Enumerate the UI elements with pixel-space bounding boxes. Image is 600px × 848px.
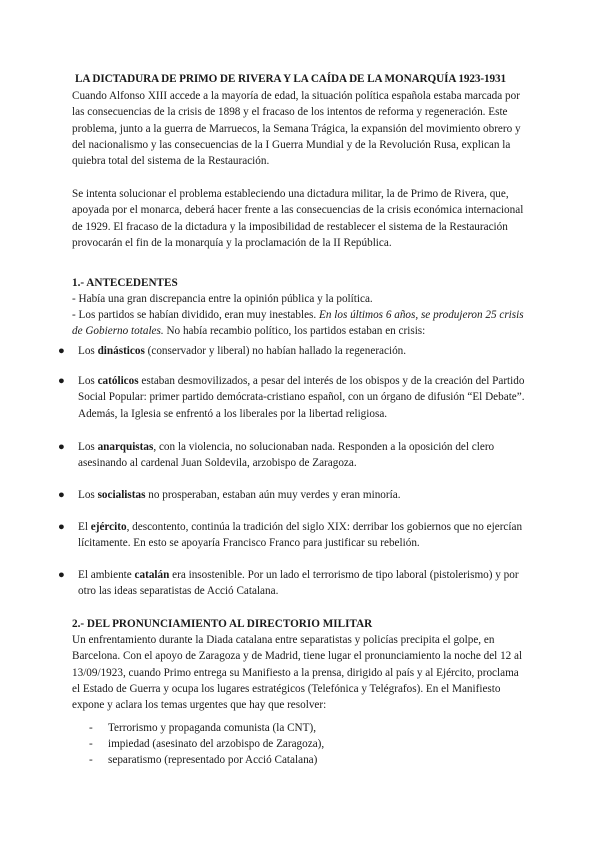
dash-marker: - — [89, 738, 93, 750]
bullet-post: , descontento, continúa la tradición del siglo XIX: derribar los gobiernos que no ejercían lícitamente. En esto se apoyaría Francisco Franco para justificar su rebelión. — [78, 521, 523, 550]
line-2-italic-text: En los últimos 6 años, se produjeron 25 crisis de Gobierno totales. — [72, 309, 524, 338]
bullet-keyword: dinásticos — [97, 345, 145, 357]
antecedentes-line-1: - Había una gran discrepancia entre la opinión pública y la política. — [72, 293, 373, 305]
document-title: LA DICTADURA DE PRIMO DE RIVERA Y LA CAÍDA DE LA MONARQUÍA 1923-1931 — [75, 73, 506, 85]
bullet-icon: ● — [58, 441, 65, 453]
antecedentes-line-2 — [72, 307, 528, 340]
intro-paragraph-1: Cuando Alfonso XIII accede a la mayoría de edad, la situación política española estaba marcada por las consecuencias de la crisis de 1898 y el fracaso de los intentos de reforma y regeneración. Este problema, junto a la guerra de Marruecos, la Semana Trágica, la expansión del movimiento obrero y del nacionalismo y las consecuencias de la I Guerra Mundial y de la Revolución Rusa, explican la quiebra total del sistema de la Restauración. — [72, 90, 521, 168]
dash-marker: - — [89, 722, 93, 734]
line-2-text-b: No había recambio político, los partidos estaban en crisis: — [163, 325, 426, 338]
bullet-pre: Los — [78, 375, 98, 387]
list-item-text: impiedad (asesinato del arzobispo de Zaragoza), — [108, 738, 325, 750]
bullet-pre: Los — [78, 441, 98, 453]
bullet-icon: ● — [58, 521, 65, 533]
intro-paragraph-2: Se intenta solucionar el problema estableciendo una dictadura militar, la de Primo de Rivera, que, apoyada por el monarca, deberá hacer frente a las consecuencias de la crisis económica internacional de 1929. El fracaso de la dictadura y la imposibilidad de restablecer el sistema de la Restauración provocarán el fin de la monarquía y la proclamación de la II República. — [72, 188, 524, 249]
bullet-keyword: católicos — [97, 375, 139, 387]
bullet-post: (conservador y liberal) no habían hallado la regeneración. — [144, 345, 407, 357]
bullet-keyword: socialistas — [97, 489, 146, 501]
section-1-heading: 1.- ANTECEDENTES — [72, 277, 178, 289]
bullet-keyword: anarquistas — [97, 441, 154, 453]
bullet-keyword: ejército — [90, 521, 127, 533]
section-2-heading: 2.- DEL PRONUNCIAMIENTO AL DIRECTORIO MILITAR — [72, 618, 373, 630]
bullet-icon: ● — [58, 569, 65, 581]
line-2-text-a: - Los partidos se habían dividido, eran muy inestables. — [72, 309, 320, 321]
bullet-icon: ● — [58, 345, 65, 357]
list-item-text: separatismo (representado por Acció Catalana) — [108, 754, 318, 766]
bullet-post: estaban desmovilizados, a pesar del interés de los obispos y de la creación del Partido Social Popular: primer partido demócrata-cristiano español, con un órgano de difusión “El Debate”. Además, la Iglesia se enfrentó a los liberales por la libertad religiosa. — [78, 375, 525, 420]
bullet-pre: Los — [78, 345, 98, 357]
list-item-text: Terrorismo y propaganda comunista (la CNT), — [108, 722, 316, 734]
bullet-pre: El — [78, 521, 91, 533]
bullet-pre: El ambiente — [78, 569, 135, 581]
bullet-post: no prosperaban, estaban aún muy verdes y eran minoría. — [145, 489, 401, 501]
bullet-icon: ● — [58, 375, 65, 387]
bullet-post: , con la violencia, no solucionaban nada. Responden a la oposición del clero asesinando al cardenal Juan Soldevila, arzobispo de Zaragoza. — [78, 441, 495, 470]
bullet-keyword: catalán — [134, 569, 170, 581]
bullet-icon: ● — [58, 489, 65, 501]
dash-marker: - — [89, 754, 93, 766]
bullet-pre: Los — [78, 489, 98, 501]
bullet-post: era insostenible. Por un lado el terrorismo de tipo laboral (pistolerismo) y por otro las ideas separatistas de Acció Catalana. — [78, 569, 519, 598]
section-2-paragraph: Un enfrentamiento durante la Diada catalana entre separatistas y policías precipita el golpe, en Barcelona. Con el apoyo de Zaragoza y de Madrid, tiene lugar el pronunciamiento la noche del 12 al 13/09/1923, cuando Primo entrega su Manifiesto a la prensa, dirigido al país y al Ejército, proclama el Estado de Guerra y ocupa los lugares estratégicos (Telefónica y Telégrafos). En el Manifiesto expone y aclara los temas urgentes que hay que resolver: — [72, 634, 523, 712]
